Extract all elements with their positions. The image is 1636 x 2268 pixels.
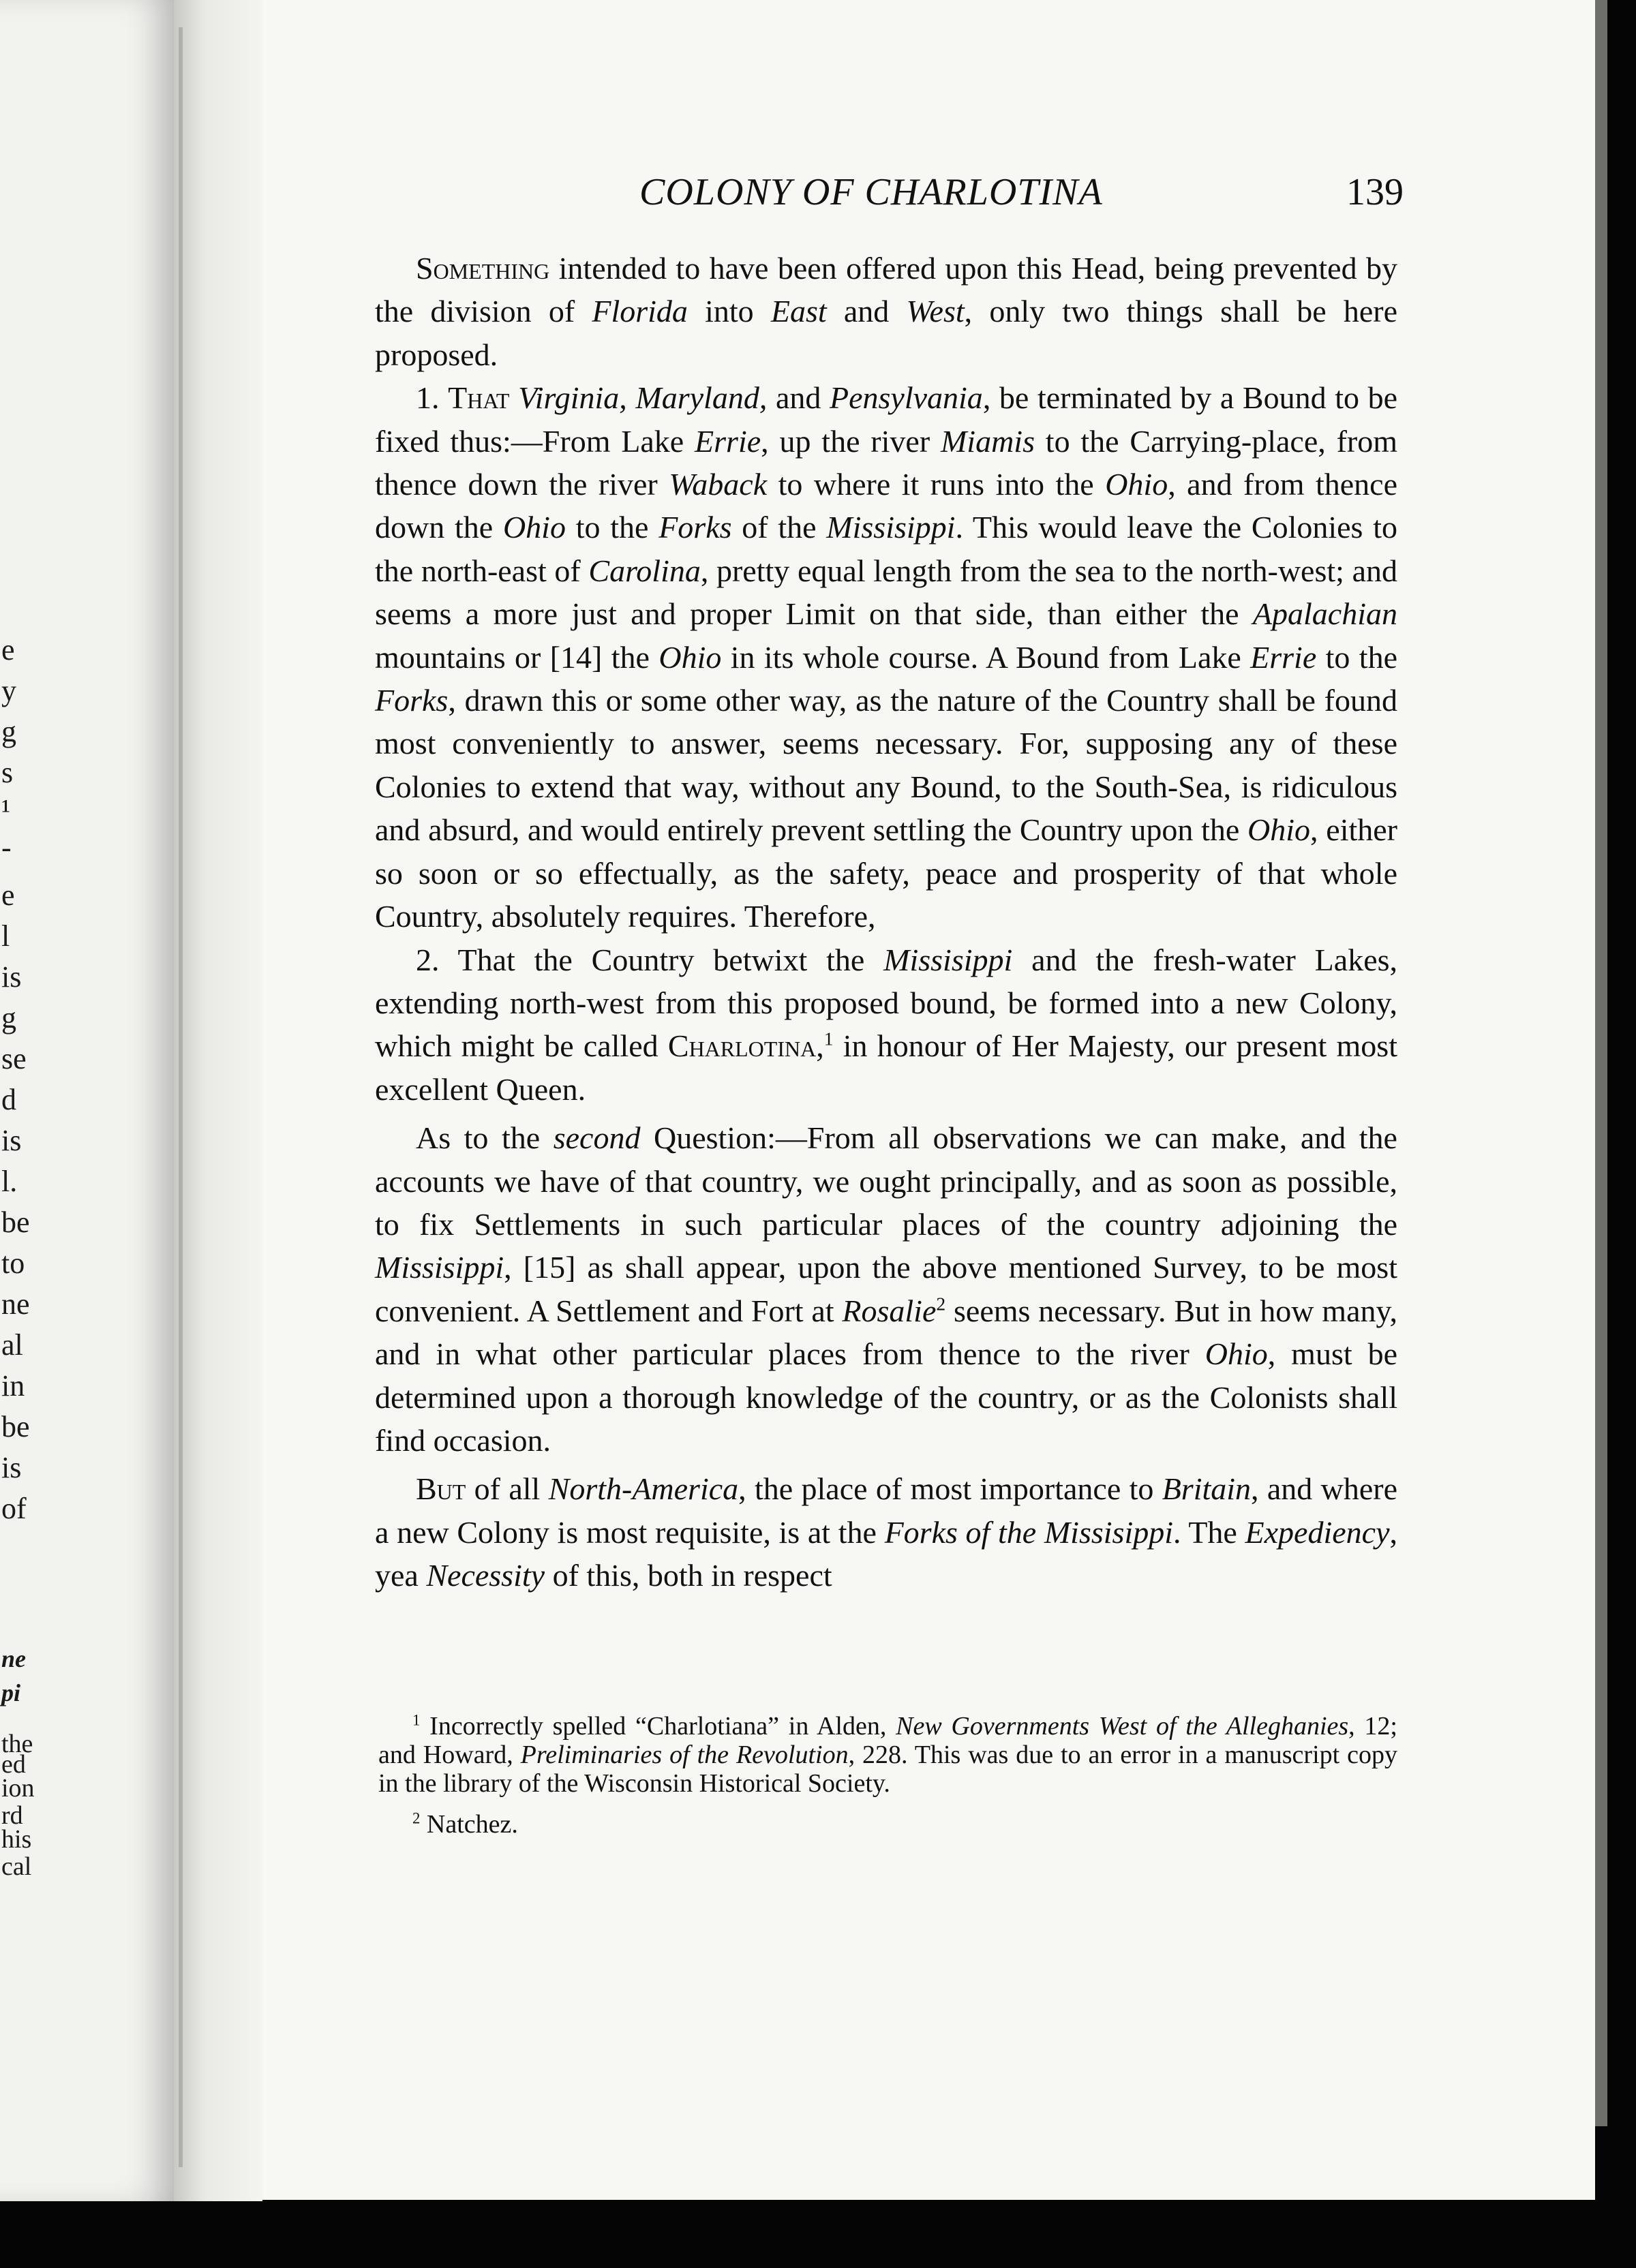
previous-page-fragment: al	[1, 1328, 23, 1362]
text-run: of this, both in respect	[545, 1558, 832, 1593]
italic-run: Errie	[695, 423, 761, 459]
previous-page-fragment: cal	[1, 1852, 32, 1881]
previous-page-fragment: ¹	[1, 793, 11, 827]
text-run: , be terminated by a Bound to be fixed thus:—From Lake	[375, 380, 1398, 459]
text-run: and	[767, 380, 830, 416]
italic-run: Ohio	[658, 639, 722, 675]
text-run: . This would leave the Colonies to the north-east of	[375, 510, 1397, 588]
previous-page-edge	[0, 0, 174, 2201]
text-run: , and where a new Colony is most requisite, is at the	[375, 1471, 1398, 1550]
footnotes	[378, 1712, 1397, 1839]
previous-page-fragment: pi	[1, 1679, 21, 1706]
previous-page-fragment: the	[1, 1730, 33, 1758]
italic-run: Necessity	[426, 1558, 545, 1593]
italic-run: Errie	[1250, 639, 1317, 675]
italic-run: East	[770, 294, 827, 329]
text-run: to the Carrying-place, from thence down the river	[375, 423, 1398, 502]
previous-page-fragment: is	[1, 1124, 22, 1157]
previous-page-fragment: rd	[1, 1801, 23, 1830]
body-text	[375, 247, 1397, 1597]
previous-page-fragment: ne	[1, 1287, 30, 1321]
text-run: to where it runs into the	[767, 467, 1106, 502]
text-run: , either so soon or so effectually, as the safety, peace and prosperity of that whole Country, absolutely requires. Therefore,	[375, 812, 1397, 934]
text-run: seems necessary. But in how many, and in what other particular places from thence to the river	[375, 1293, 1397, 1372]
italic-run: Pensylvania	[830, 380, 983, 416]
paragraph-number: 1.	[416, 380, 449, 416]
text-run: and	[826, 294, 907, 329]
book-gutter	[174, 0, 262, 2201]
text-run: That the Country betwixt the	[457, 942, 884, 977]
previous-page-fragment: in	[1, 1369, 25, 1403]
text-run: ,	[816, 1028, 824, 1064]
previous-page-fragment: ne	[1, 1645, 26, 1672]
page-number: 139	[1346, 171, 1404, 213]
text-run: , and from thence down the	[375, 467, 1397, 545]
italic-run: New Governments West of the Alleghanies	[896, 1712, 1349, 1741]
italic-run: second	[553, 1120, 641, 1156]
text-run: , must be determined upon a thorough knowledge of the country, or as the Colonists shall find occasion.	[375, 1336, 1397, 1458]
previous-page-text-fragments	[0, 0, 33, 2201]
paragraph-3	[375, 938, 1397, 1112]
italic-run: Ohio	[1105, 467, 1168, 502]
lead-word: Something	[416, 251, 550, 286]
previous-page-fragment: is	[1, 960, 22, 994]
footnote-number: 2	[412, 1809, 421, 1827]
italic-run: Forks	[375, 683, 449, 718]
paragraph-5	[375, 1467, 1397, 1597]
lead-word: But	[416, 1471, 466, 1507]
previous-page-fragment: e	[1, 878, 15, 912]
italic-run: Britain	[1162, 1471, 1252, 1507]
previous-page-fragment: e	[1, 633, 15, 666]
text-run: , drawn this or some other way, as the nature of the Country shall be found most conveniently to answer, seems necessary. For, supposing any of these Colonies to extend that way, without any Bound, to the South-Sea, is ridiculous and absurd, and would entirely prevent settling the Country upon the	[375, 683, 1397, 848]
text-run	[509, 380, 518, 415]
text-run: , only two things shall be here proposed.	[375, 294, 1398, 372]
text-run: to the	[565, 510, 659, 545]
previous-page-fragment: be	[1, 1206, 30, 1239]
text-run: , yea	[375, 1514, 1397, 1593]
italic-run: Missisippi	[375, 1250, 504, 1285]
italic-run: Virginia, Maryland,	[518, 380, 768, 416]
text-run: , up the river	[761, 423, 941, 459]
text-run: As to the	[416, 1120, 554, 1156]
text-run: , 12; and Howard,	[378, 1712, 1397, 1769]
text-run: , the place of most importance to	[738, 1471, 1162, 1507]
paragraph-1	[375, 247, 1397, 376]
previous-page-fragment: to	[1, 1246, 25, 1280]
italic-run: Missisippi	[883, 942, 1013, 977]
text-run: mountains or [14] the	[375, 639, 659, 675]
text-run: . The	[1173, 1514, 1245, 1550]
small-caps-run: Charlotina	[667, 1028, 817, 1064]
text-run: of all	[466, 1471, 549, 1507]
page-edge-shadow	[1595, 0, 1607, 2126]
italic-run: Waback	[669, 467, 768, 502]
paragraph-4	[375, 1116, 1397, 1462]
text-run: Incorrectly spelled “Charlotiana” in Alden,	[420, 1712, 896, 1741]
previous-page-fragment: g	[1, 1001, 16, 1035]
previous-page-fragment: g	[1, 715, 16, 748]
gutter-fold-line	[179, 27, 183, 2167]
text-run: to the	[1316, 639, 1398, 675]
footnote-marker: 2	[936, 1293, 946, 1315]
italic-run: Expediency	[1245, 1514, 1390, 1550]
italic-run: Ohio	[502, 510, 566, 545]
previous-page-fragment: y	[1, 674, 16, 707]
italic-run: Forks of the Missisippi	[884, 1514, 1173, 1550]
footnote-1	[378, 1712, 1397, 1798]
italic-run: Rosalie	[842, 1293, 937, 1328]
italic-run: Ohio	[1205, 1336, 1268, 1372]
previous-page-fragment: his	[1, 1825, 32, 1854]
italic-run: Forks	[658, 510, 732, 545]
italic-run: Miamis	[940, 423, 1035, 459]
running-title: COLONY OF CHARLOTINA	[639, 171, 1103, 213]
previous-page-fragment: be	[1, 1410, 30, 1443]
footnote-2	[378, 1810, 1397, 1839]
text-run: of the	[731, 510, 827, 545]
previous-page-fragment: d	[1, 1083, 16, 1116]
previous-page-fragment: se	[1, 1042, 27, 1075]
previous-page-fragment: l.	[1, 1165, 18, 1198]
previous-page-fragment: of	[1, 1492, 27, 1525]
text-run: Natchez.	[420, 1810, 518, 1839]
italic-run: Preliminaries of the Revolution	[520, 1741, 849, 1769]
footnote-number: 1	[412, 1711, 421, 1729]
italic-run: West	[906, 294, 965, 329]
footnote-marker: 1	[823, 1028, 834, 1049]
paragraph-number: 2.	[416, 942, 458, 977]
previous-page-fragment: -	[1, 831, 12, 864]
italic-run: North-America	[548, 1471, 739, 1507]
text-run: and the fresh-water Lakes, extending north-west from this proposed bound, be formed into a new Colony, which might be called	[375, 942, 1398, 1064]
previous-page-fragment: l	[1, 919, 10, 953]
text-run: , [15] as shall appear, upon the above mentioned Survey, to be most convenient. A Settlement and Fort at	[375, 1250, 1397, 1328]
text-run: , 228. This was due to an error in a manuscript copy in the library of the Wisconsin Historical Society.	[378, 1741, 1397, 1798]
text-run: in honour of Her Majesty, our present most excellent Queen.	[375, 1028, 1397, 1107]
italic-run: Missisippi	[826, 510, 956, 545]
italic-run: Apalachian	[1252, 596, 1397, 632]
italic-run: Ohio	[1247, 812, 1311, 848]
italic-run: Carolina	[588, 553, 701, 588]
text-run: into	[687, 294, 771, 329]
previous-page-fragment: ed	[1, 1750, 26, 1779]
lead-word: That	[448, 380, 510, 416]
text-run: , pretty equal length from the sea to the north-west; and seems a more just and proper Limit on that side, than either the	[375, 553, 1397, 632]
text-run: in its whole course. A Bound from Lake	[721, 639, 1251, 675]
previous-page-fragment: ion	[1, 1774, 35, 1803]
previous-page-fragment: is	[1, 1451, 22, 1484]
text-run: Question:—From all observations we can make, and the accounts we have of that country, we ought principally, and as soon as possible, to fix Settlements in such particular places of the country adjoining the	[375, 1120, 1397, 1242]
paragraph-2	[375, 376, 1397, 938]
text-run: intended to have been offered upon this Head, being prevented by the division of	[375, 251, 1397, 329]
previous-page-fragment: s	[1, 756, 14, 789]
italic-run: Florida	[592, 294, 688, 329]
